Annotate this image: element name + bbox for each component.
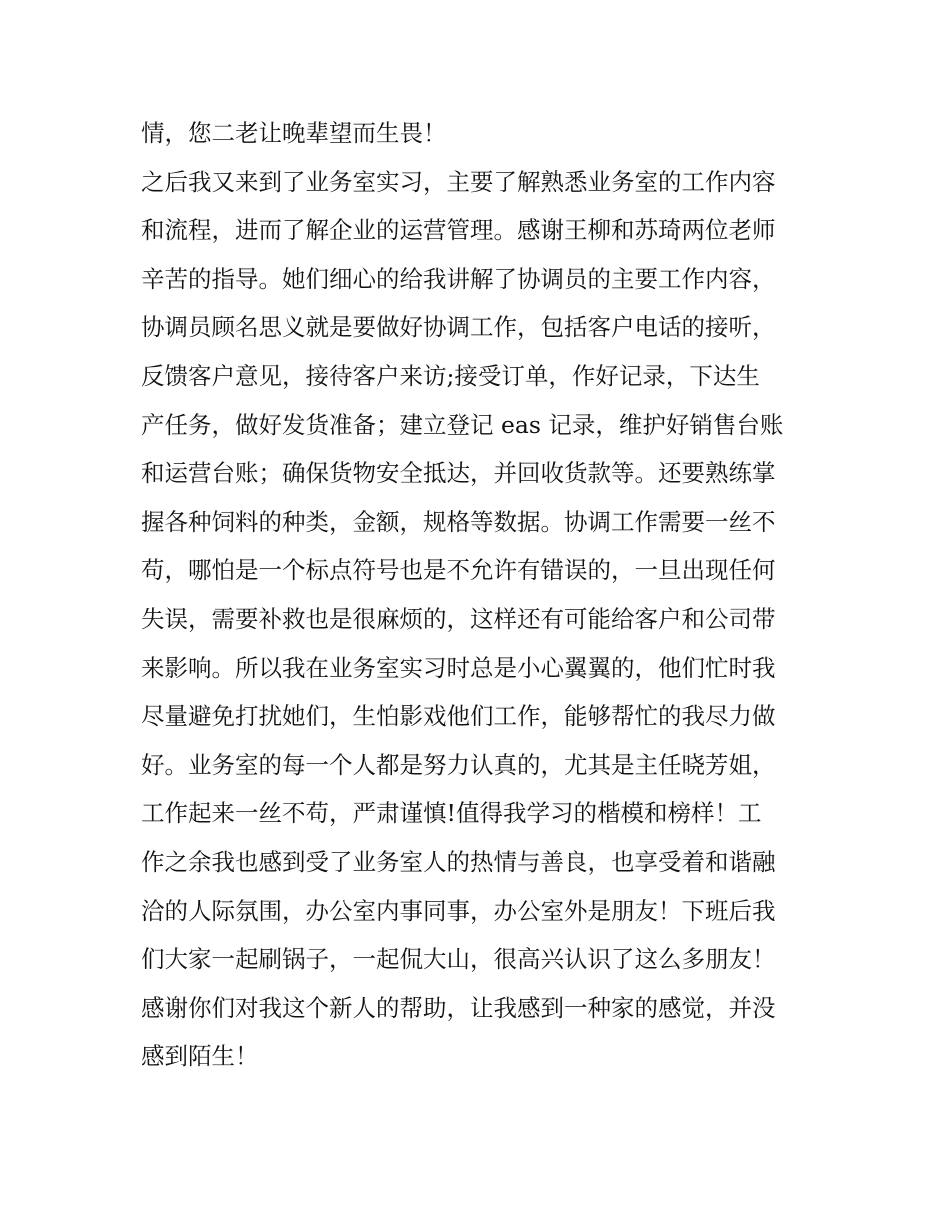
text-line-3: 和流程，进而了解企业的运营管理。感谢王柳和苏琦两位老师 [141, 216, 776, 245]
text-line-18: 们大家一起刷锅子，一起侃大山，很高兴认识了这么多朋友！ [141, 945, 776, 974]
text-line-15: 工作起来一丝不苟，严肃谨慎!值得我学习的楷模和榜样！工 [141, 799, 762, 828]
text-line-7: 产任务，做好发货准备；建立登记 eas 记录，维护好销售台账 [141, 410, 784, 439]
text-line-4: 辛苦的指导。她们细心的给我讲解了协调员的主要工作内容， [141, 264, 776, 293]
text-line-2: 之后我又来到了业务室实习，主要了解熟悉业务室的工作内容 [141, 167, 776, 196]
text-line-12: 来影响。所以我在业务室实习时总是小心翼翼的，他们忙时我 [141, 653, 776, 682]
text-line-19: 感谢你们对我这个新人的帮助，让我感到一种家的感觉，并没 [141, 993, 776, 1022]
body-text [141, 109, 821, 1081]
text-line-9: 握各种饲料的种类，金额，规格等数据。协调工作需要一丝不 [141, 507, 776, 536]
text-line-20: 感到陌生！ [141, 1042, 259, 1071]
text-line-8: 和运营台账；确保货物安全抵达，并回收货款等。还要熟练掌 [141, 459, 776, 488]
text-line-17: 洽的人际氛围，办公室内事同事，办公室外是朋友！下班后我 [141, 896, 776, 925]
text-line-6: 反馈客户意见，接待客户来访;接受订单，作好记录，下达生 [141, 361, 760, 390]
text-line-10: 苟，哪怕是一个标点符号也是不允许有错误的，一旦出现任何 [141, 556, 776, 585]
text-line-11: 失误，需要补救也是很麻烦的，这样还有可能给客户和公司带 [141, 604, 776, 633]
text-line-1: 情，您二老让晚辈望而生畏！ [141, 119, 447, 147]
text-line-5: 协调员顾名思义就是要做好协调工作，包括客户电话的接听， [141, 313, 776, 342]
text-line-13: 尽量避免打扰她们，生怕影戏他们工作，能够帮忙的我尽力做 [141, 702, 776, 731]
text-line-14: 好。业务室的每一个人都是努力认真的，尤其是主任晓芳姐， [141, 750, 776, 779]
text-line-16: 作之余我也感到受了业务室人的热情与善良，也享受着和谐融 [141, 847, 776, 876]
